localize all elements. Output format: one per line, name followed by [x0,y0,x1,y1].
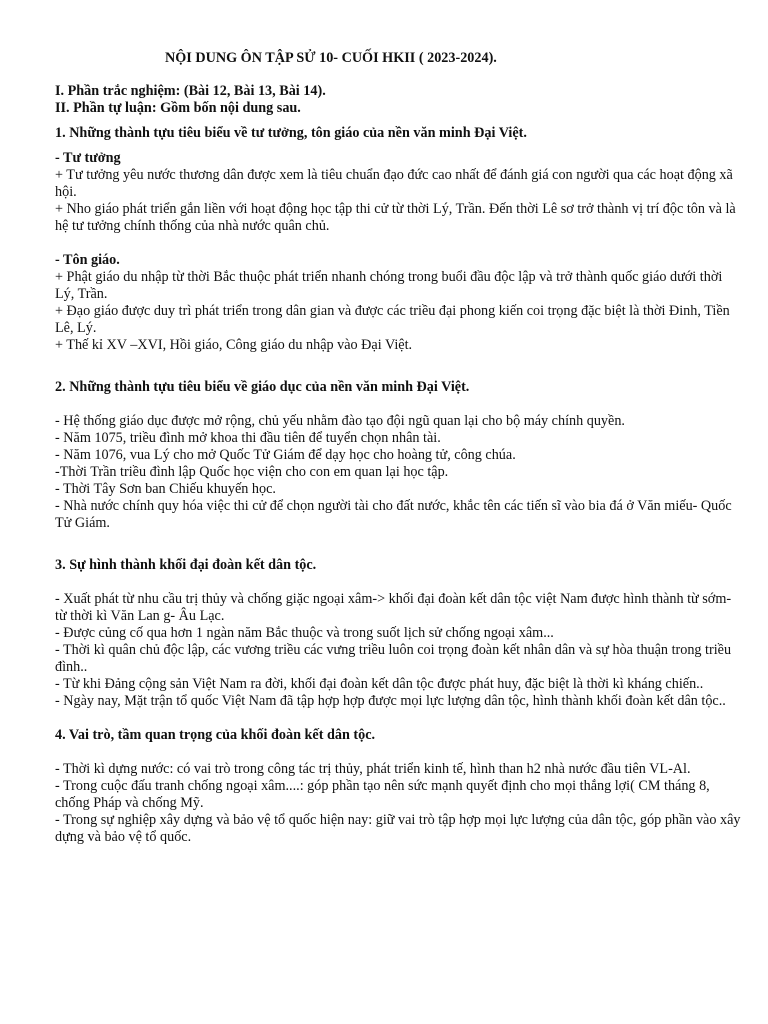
section-4-heading: 4. Vai trò, tầm quan trọng của khối đoàn kết dân tộc. [55,727,376,743]
section-3-item: - Được củng cố qua hơn 1 ngàn năm Bắc thuộc và trong suốt lịch sử chống ngoại xâm... [55,625,554,641]
section-2-item: - Năm 1076, vua Lý cho mở Quốc Tử Giám để dạy học cho hoàng tử, công chúa. [55,447,516,463]
section-1-religion-item: + Phật giáo du nhập từ thời Bắc thuộc phát triển nhanh chóng trong buổi đầu độc lập và trở thành quốc giáo dưới thời Lý, Trần. [55,269,723,302]
section-3-item: - Ngày nay, Mặt trận tổ quốc Việt Nam đã tập hợp hợp được mọi lực lượng dân tộc, hình thành khối đoàn kết dân tộc.. [55,693,726,709]
part-1-label: I. Phần trắc nghiệm: (Bài 12, Bài 13, Bài 14). [55,83,326,99]
section-1-subheading-thought: - Tư tưởng [55,150,121,166]
section-2-item: - Thời Tây Sơn ban Chiếu khuyến học. [55,481,276,497]
section-3-heading: 3. Sự hình thành khối đại đoàn kết dân tộc. [55,557,317,573]
section-4-item: - Thời kì dựng nước: có vai trò trong công tác trị thủy, phát triển kinh tế, hình than h2 nhà nước đầu tiên VL-Al. [55,761,691,777]
section-2-item: -Thời Trần triều đình lập Quốc học viện cho con em quan lại học tập. [55,464,449,480]
section-3-item: - Xuất phát từ nhu cầu trị thủy và chống giặc ngoại xâm-> khối đại đoàn kết dân tộc việt Nam được hình thành từ sớm- từ thời kì Văn Lan g- Âu Lạc. [55,591,732,624]
section-1-thought-item: + Tư tưởng yêu nước thương dân được xem là tiêu chuẩn đạo đức cao nhất để đánh giá con người qua các hoạt động xã hội. [55,167,733,200]
part-2-label: II. Phần tự luận: Gồm bốn nội dung sau. [55,100,301,116]
section-3-item: - Thời kì quân chủ độc lập, các vương triều các vưng triều luôn coi trọng đoàn kết nhân dân và sự hòa thuận trong triều đình.. [55,642,732,675]
section-4-item: - Trong sự nghiệp xây dựng và bảo vệ tổ quốc hiện nay: giữ vai trò tập hợp mọi lực lượng của dân tộc, góp phần vào xây dựng và bảo vệ tổ quốc. [55,812,741,845]
document-page [55,50,743,846]
section-1-religion-item: + Thế kỉ XV –XVI, Hồi giáo, Công giáo du nhập vào Đại Việt. [55,337,413,353]
section-1-heading: 1. Những thành tựu tiêu biểu về tư tưởng, tôn giáo của nền văn minh Đại Việt. [55,125,527,141]
section-1-religion-item: + Đạo giáo được duy trì phát triển trong dân gian và được các triều đại phong kiến coi trọng đặc biệt là thời Đinh, Tiền Lê, Lý. [55,303,730,336]
section-1-thought-item: + Nho giáo phát triển gắn liền với hoạt động học tập thi cử từ thời Lý, Trần. Đến thời Lê sơ trở thành vị trí độc tôn và là hệ tư tưởng chính thống của nhà nước quân chủ. [55,201,736,234]
section-2-item: - Nhà nước chính quy hóa việc thi cử để chọn người tài cho đất nước, khắc tên các tiến sĩ vào bia đá ở Văn miếu- Quốc Tử Giám. [55,498,732,531]
section-3-item: - Từ khi Đảng cộng sản Việt Nam ra đời, khối đại đoàn kết dân tộc được phát huy, đặc biệt là thời kì kháng chiến.. [55,676,704,692]
section-2-item: - Năm 1075, triều đình mở khoa thi đầu tiên để tuyển chọn nhân tài. [55,430,441,446]
section-2-item: - Hệ thống giáo dục được mở rộng, chủ yếu nhằm đào tạo đội ngũ quan lại cho bộ máy chính quyền. [55,413,625,429]
section-1-subheading-religion: - Tôn giáo. [55,252,120,268]
document-title: NỘI DUNG ÔN TẬP SỬ 10- CUỐI HKII ( 2023-2024). [165,50,497,66]
section-2-heading: 2. Những thành tựu tiêu biểu về giáo dục của nền văn minh Đại Việt. [55,379,470,395]
section-4-item: - Trong cuộc đấu tranh chống ngoại xâm....: góp phần tạo nên sức mạnh quyết định cho mọi thắng lợi( CM tháng 8, chống Pháp và chống Mỹ. [55,778,710,811]
